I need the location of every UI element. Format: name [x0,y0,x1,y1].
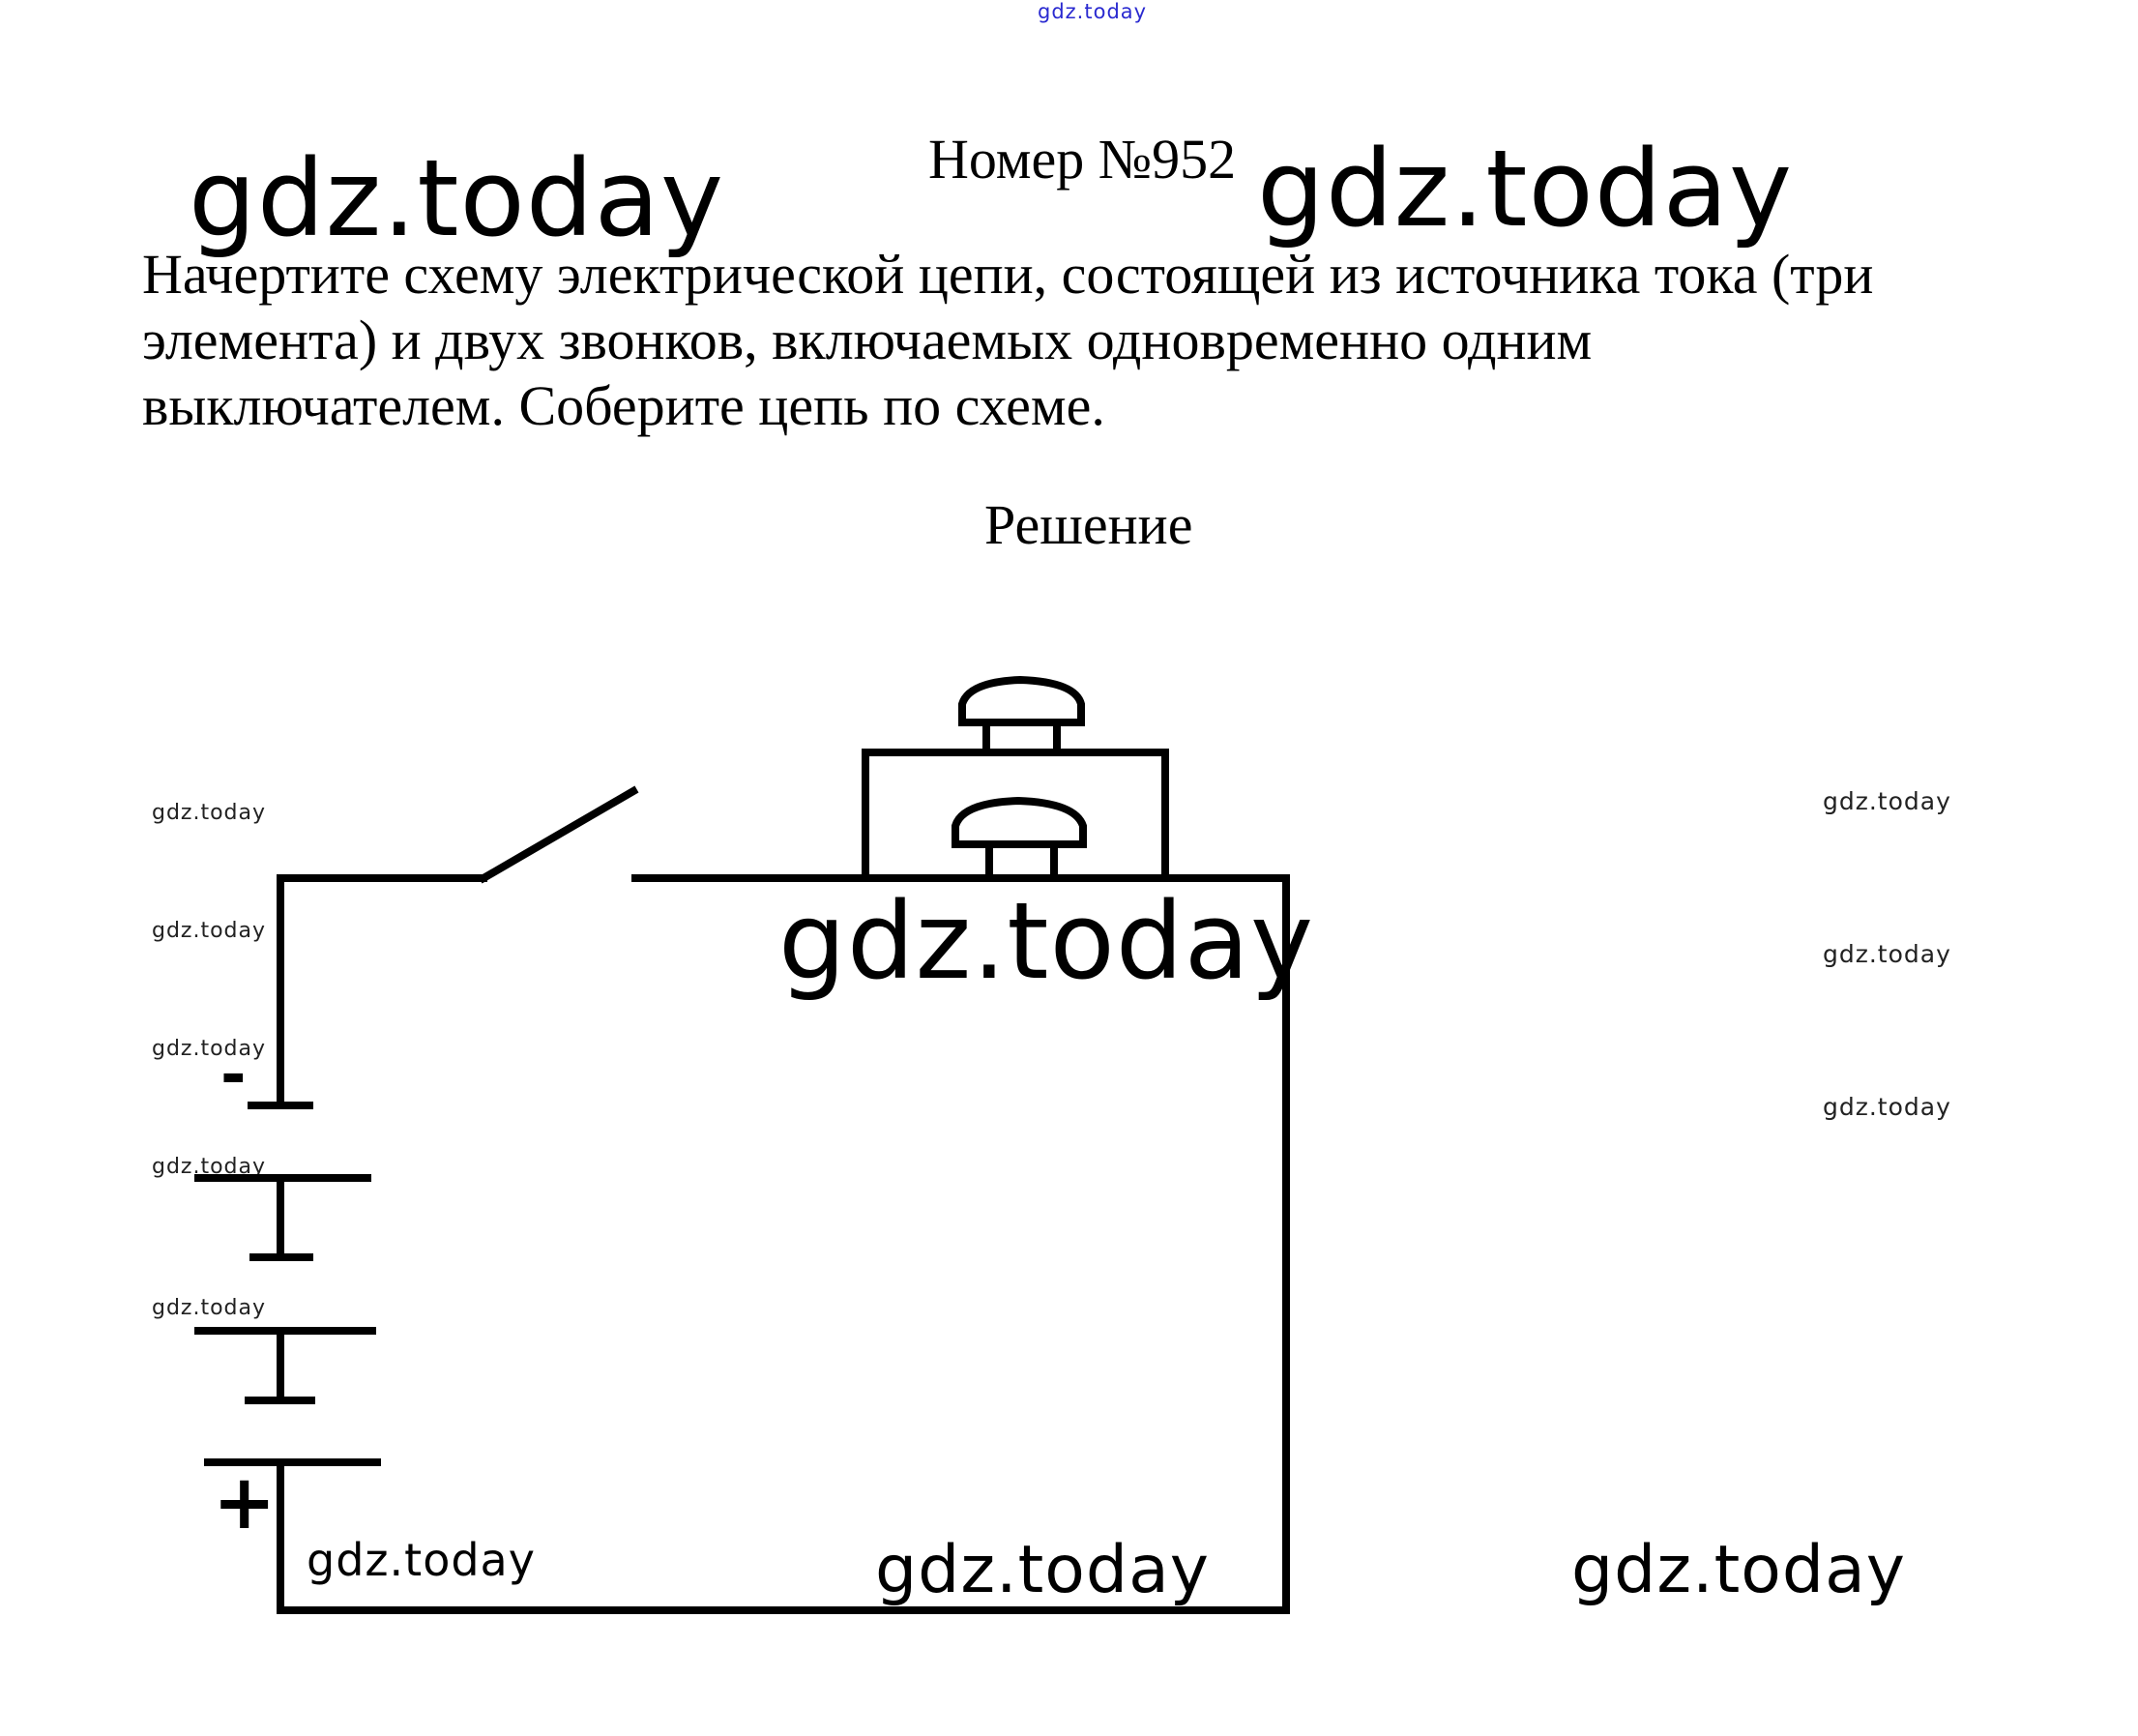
watermark-left-5: gdz.today [152,1296,267,1320]
watermark-center-large: gdz.today [778,879,1315,1003]
watermark-left-1: gdz.today [152,801,267,825]
watermark-right-1: gdz.today [1823,787,1951,815]
task-line-3: выключателем. Соберите цепь по схеме. [142,374,1105,437]
task-line-2: элемента) и двух звонков, включаемых одновременно одним [142,309,1593,371]
wire-left-top [280,878,483,1103]
watermark-right-large: gdz.today [1257,127,1794,250]
watermark-left-2: gdz.today [152,919,267,943]
watermark-right-3: gdz.today [1823,1093,1951,1121]
watermark-left-3: gdz.today [152,1037,267,1061]
solution-heading: Решение [984,493,1193,556]
page-title: Номер №952 [928,128,1237,191]
watermark-top: gdz.today [1038,0,1148,23]
bell-frame [865,752,1165,878]
wire-right-bottom [280,878,1286,1610]
watermark-right-2: gdz.today [1823,940,1951,968]
watermark-left-4: gdz.today [152,1155,267,1179]
watermark-left-large: gdz.today [189,136,725,260]
task-line-1: Начертите схему электрической цепи, состоящей из источника тока (три [142,243,1874,306]
switch-lever [483,791,633,878]
bell-upper-dome [962,680,1081,722]
bell-lower-dome [955,801,1083,844]
battery-minus-label: - [220,1040,247,1111]
watermark-bottom-center: gdz.today [875,1532,1210,1608]
watermark-bottom-right: gdz.today [1571,1532,1906,1608]
battery-plus-label: + [213,1459,277,1546]
watermark-bottom-left: gdz.today [307,1534,536,1586]
